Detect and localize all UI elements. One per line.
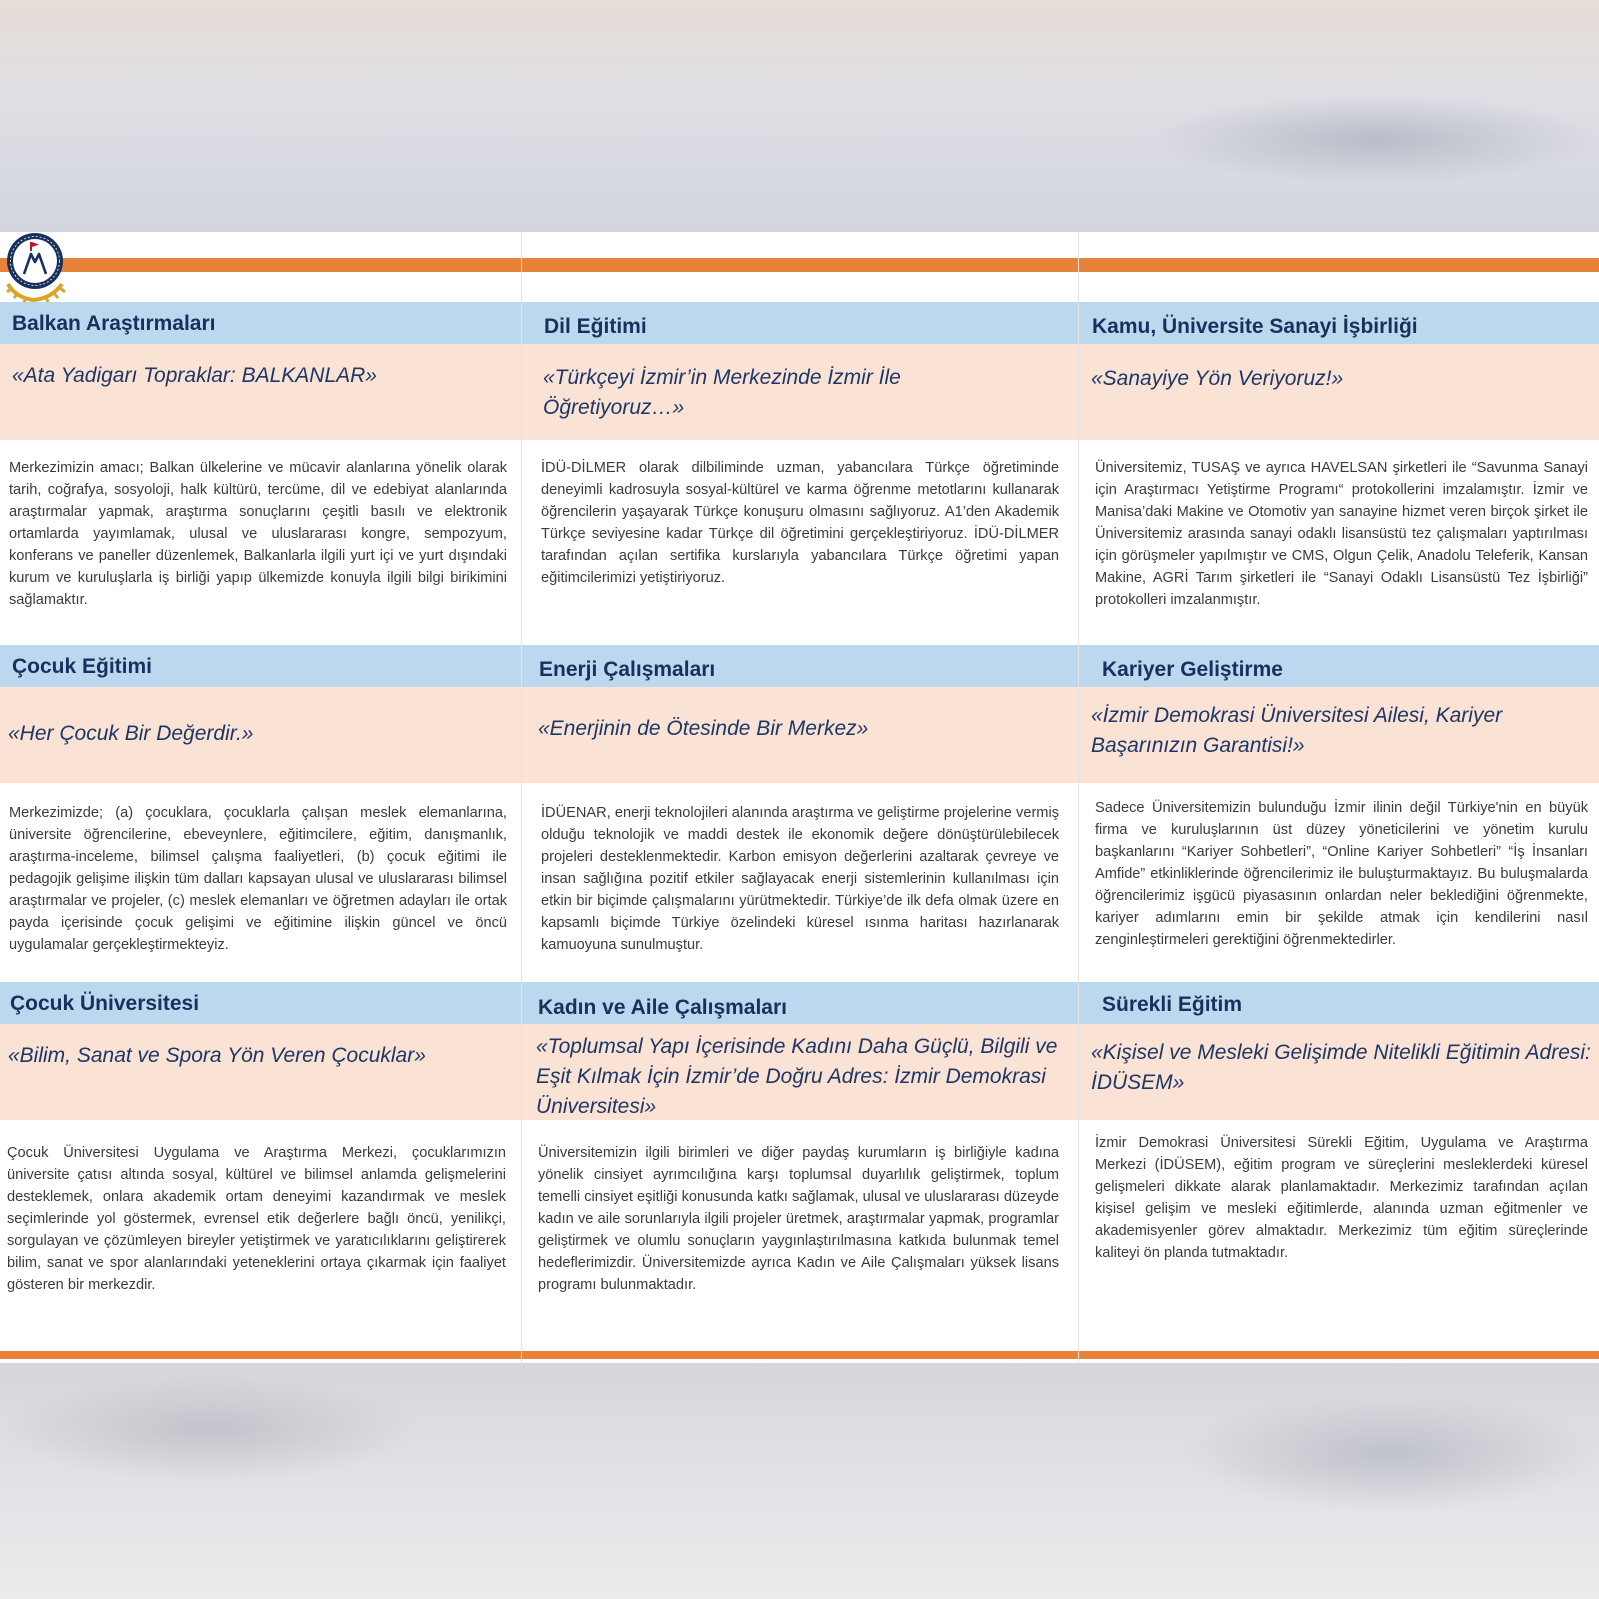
center-title-language: Dil Eğitimi — [544, 315, 647, 338]
center-description-child-education: Merkezimizde; (a) çocuklara, çocuklarla çalışan meslek elemanlarına, üniversite öğrencilerine, ebeveynlere, eğitimcilere, eğitim, danışmanlık, araştırma-inceleme, bilimsel çalışma faaliyetleri, (b) çocuk eğitimi ile pedagojik gelişime ilişkin tüm dalları kapsayan ulusal ve uluslararası bilimsel araştırmalar ve projeler, (c) meslek elemanları ve öğretmen adayları ile ortak payda içerisinde çocuk gelişimi ve eğitimine ilişkin güncel ve öncü uygulamalar gerçekleştirmekteyiz. — [9, 805, 507, 953]
center-title-balkan: Balkan Araştırmaları — [12, 312, 216, 335]
center-slogan-language: «Türkçeyi İzmir’in Merkezinde İzmir İle Öğretiyoruz…» — [543, 366, 901, 419]
center-title-continuing-education: Sürekli Eğitim — [1102, 993, 1243, 1016]
center-description-language: İDÜ-DİLMER olarak dilbiliminde uzman, yabancılara Türkçe öğretiminde deneyimli kadrosuyla sosyal-kültürel ve karma öğrenme metotlarını kullanarak öğrencilerin yaşayarak Türkçe konuşuru olmasını sağlıyoruz. A1’den Akademik Türkçe seviyesine kadar Türkçe dil öğretimini gerçekleştiriyoruz. İDÜ-DİLMER tarafından açılan sertifika kurslarıyla yabancılara Türkçe öğretimi yapan eğitimcilerimizi yetiştiriyoruz. — [541, 460, 1059, 586]
center-slogan-industry: «Sanayiye Yön Veriyoruz!» — [1091, 367, 1344, 390]
center-description-balkan: Merkezimizin amacı; Balkan ülkelerine ve mücavir alanlarına yönelik olarak tarih, coğrafya, sosyoloji, halk kültürü, tercüme, dil ve edebiyat alanlarında araştırmalar yapmak, araştırma sonuçlarını çeşitli basılı ve elektronik ortamlarda yayımlamak, ulusal ve uluslararası kongre, sempozyum, konferans ve paneller düzenlemek, Balkanlarla ilgili yurt içi ve yurt dışındaki kurum ve kuruluşlarla iş birliği yapıp ülkemizde konuyla ilgili bilgi birikimini sağlamaktır. — [9, 460, 507, 608]
center-slogan-child-university: «Bilim, Sanat ve Spora Yön Veren Çocuklar» — [8, 1044, 426, 1067]
blurred-background-bottom — [0, 1363, 1599, 1599]
center-slogan-women-family: «Toplumsal Yapı İçerisinde Kadını Daha Güçlü, Bilgili ve Eşit Kılmak İçin İzmir’de Doğru Adres: İzmir Demokrasi Üniversitesi» — [536, 1035, 1058, 1118]
center-title-industry: Kamu, Üniversite Sanayi İşbirliği — [1092, 315, 1418, 338]
center-title-child-education: Çocuk Eğitimi — [12, 655, 153, 678]
center-slogan-child-education: «Her Çocuk Bir Değerdir.» — [8, 722, 254, 745]
center-description-career: Sadece Üniversitemizin bulunduğu İzmir ilinin değil Türkiye'nin en büyük firma ve kuruluşlarının üst düzey yöneticilerini ve yönetim kurulu başkanlarını “Kariyer Sohbetleri”, “Online Kariyer Sohbetleri” “İş İnsanları Amfide” etkinliklerinde öğrencilerimiz ile buluşturmaktayız. Bu buluşmalarda öğrencilerimiz işgücü piyasasının onlardan neler beklediğini öğrenmekte, kariyer adımlarını emin bir şekilde atmak için kendilerini nasıl zenginleştirmeleri gerektiğini öğrenmektedirler. — [1095, 800, 1588, 948]
orange-bottom-stripe — [0, 1351, 1599, 1359]
center-title-women-family: Kadın ve Aile Çalışmaları — [538, 996, 787, 1019]
center-title-child-university: Çocuk Üniversitesi — [10, 992, 200, 1015]
blurred-background-top — [0, 0, 1599, 232]
center-description-continuing-education: İzmir Demokrasi Üniversitesi Sürekli Eğitim, Uygulama ve Araştırma Merkezi (İDÜSEM), eğitim program ve süreçlerini mesleklerdeki küresel gelişmeleri dikkate alarak planlamaktadır. Merkezimiz tarafından açılan kişisel gelişim ve mesleki eğitimlerde, alanında uzman eğitmenler ve akademisyenler görev almaktadır. Merkezimiz tüm eğitim süreçlerinde kaliteyi ön planda tutmaktadır. — [1095, 1135, 1588, 1261]
center-slogan-balkan: «Ata Yadigarı Topraklar: BALKANLAR» — [12, 364, 377, 387]
row3-title-band — [0, 982, 1599, 1024]
center-description-energy: İDÜENAR, enerji teknolojileri alanında araştırma ve geliştirme projelerine vermiş olduğu teknolojik ve maddi destek ile ekonomik değere dönüştürülebilecek projeleri desteklenmektedir. Karbon emisyon değerlerini azaltarak çevreye ve insan sağlığına pozitif etkiler sağlayacak enerji sistemlerinin kullanılması için etkin bir biçimde çalışmalarını yürütmektedir. Türkiye’de ilk defa olmak üzere en kapsamlı biçimde Türkiye özelindeki küresel ısınma haritası hazırlanarak kamuoyuna sunulmuştur. — [541, 805, 1059, 953]
center-title-career: Kariyer Geliştirme — [1102, 658, 1283, 681]
center-slogan-energy: «Enerjinin de Ötesinde Bir Merkez» — [538, 717, 869, 740]
center-description-child-university: Çocuk Üniversitesi Uygulama ve Araştırma Merkezi, çocuklarımızın üniversite çatısı altında sosyal, kültürel ve bilimsel anlamda gelişmelerini desteklemek, onlara akademik ortam deneyimi kazandırmak ve meslek seçimlerinde yol göstermek, evrensel etik değerlere bağlı öncü, yenilikçi, sorgulayan ve çözümleyen bireyler yetiştirmek ve yaratıcılıklarını geliştirerek bilim, sanat ve spor alanlarındaki yeteneklerini ortaya çıkarmak için faaliyet gösteren bir merkezdir. — [7, 1145, 506, 1293]
column-divider — [521, 232, 522, 1363]
center-title-energy: Enerji Çalışmaları — [539, 658, 716, 681]
center-slogan-continuing-education: «Kişisel ve Mesleki Gelişimde Nitelikli Eğitimin Adresi: İDÜSEM» — [1091, 1041, 1591, 1094]
centers-brochure-sheet — [0, 232, 1599, 1363]
center-description-women-family: Üniversitemizin ilgili birimleri ve diğer paydaş kurumların iş birliğiyle kadına yönelik cinsiyet ayrımcılığına karşı toplumsal duyarlılık geliştirmek, toplum temelli cinsiyet eşitliği konusunda katkı sağlamak, ulusal ve uluslararası düzeyde kadın ve aile sorunlarıyla ilgili projeler üretmek, araştırmalar yapmak, programlar geliştirmek ve olumlu sonuçların yaygınlaştırılmasına katkıda bulunmak temel hedeflerimizdir. Üniversitemizde ayrıca Kadın ve Aile Çalışmaları yüksek lisans programı bulunmaktadır. — [538, 1145, 1059, 1293]
row2-title-band — [0, 645, 1599, 687]
center-slogan-career: «İzmir Demokrasi Üniversitesi Ailesi, Kariyer Başarınızın Garantisi!» — [1091, 704, 1503, 757]
center-description-industry: Üniversitemiz, TUSAŞ ve ayrıca HAVELSAN şirketleri ile “Savunma Sanayi için Araştırmacı Yetiştirme Programı“ protokollerini imzalamıştır. İzmir ve Manisa’daki Makine ve Otomotiv yan sanayine hizmet veren birçok şirket ile Üniversitemiz arasında sanayi odaklı lisansüstü tez çalışmaları yaptırılması için görüşmeler yapılmıştır ve CMS, Olgun Çelik, Anadolu Teleferik, Kansan Makine, AGRİ Tarım şirketleri ile “Sanayi Odaklı Lisansüstü Tez İşbirliği” protokolleri imzalanmıştır. — [1095, 460, 1588, 608]
university-seal-icon — [2, 232, 70, 304]
orange-top-stripe — [0, 258, 1599, 272]
column-divider — [1078, 232, 1079, 1363]
